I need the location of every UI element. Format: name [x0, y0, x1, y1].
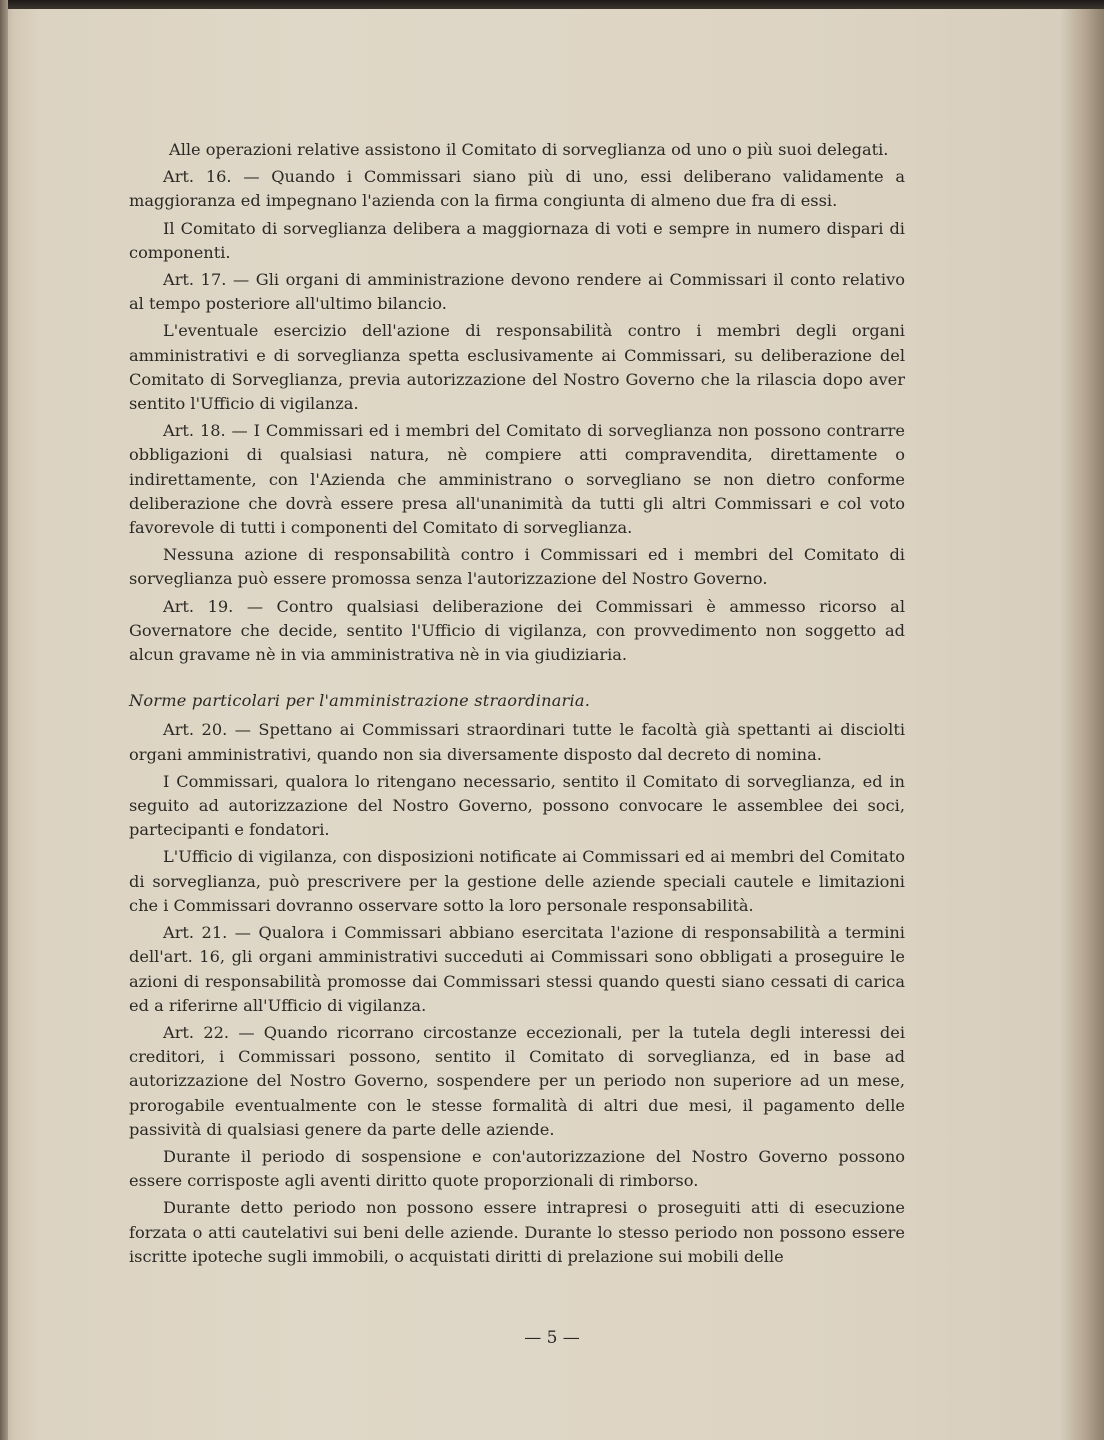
paragraph: Durante detto periodo non possono essere intrapresi o proseguiti atti di esecuzione forzata o atti cautelativi sui beni delle aziende. Durante lo stesso periodo non possono essere iscritte ipoteche sugli immobili, o acquistati diritti di prelazione sui mobili delle — [129, 1198, 905, 1266]
paragraph-art-17: Art. 17. — Gli organi di amministrazione devono rendere ai Commissari il conto relativo al tempo posteriore all'ultimo bilancio. — [129, 270, 905, 314]
paragraph: Durante il periodo di sospensione e con'autorizzazione del Nostro Governo possono essere corrisposte agli aventi diritto quote proporzionali di rimborso. — [129, 1146, 905, 1191]
page-top-edge — [0, 0, 1104, 9]
page-number: — 5 — — [524, 1328, 580, 1348]
paragraph-art-18: Art. 18. — I Commissari ed i membri del Comitato di sorveglianza non possono contrarre obbligazioni di qualsiasi natura, nè compiere atti compravendita, direttamente o indirettamente, con l'Azienda che amministrano o sorvegliano se non dietro conforme deliberazione che dovrà essere presa all'unanimità da tutti gli altri Commissari e col voto favorevole di tutti i componenti del Comitato di sorveglianza. — [129, 421, 905, 538]
paragraph: L'Ufficio di vigilanza, con disposizioni notificate ai Commissari ed ai membri del Comitato di sorveglianza, può prescrivere per la gestione delle aziende speciali cautele e limitazioni che i Commissari dovranno osservare sotto la loro personale responsabilità. — [129, 847, 905, 915]
paragraph-art-20: Art. 20. — Spettano ai Commissari straordinari tutte le facoltà già spettanti ai disciolti organi amministrativi, quando non sia diversamente disposto dal decreto di nomina. — [129, 720, 905, 764]
binding-spine — [0, 0, 8, 1440]
paragraph-art-22: Art. 22. — Quando ricorrano circostanze eccezionali, per la tutela degli interessi dei creditori, i Commissari possono, sentito il Comitato di sorveglianza, ed in base ad autorizzazione del Nostro Governo, sospendere per un periodo non superiore ad un mese, prorogabile eventualmente con le stesse formalità di altri due mesi, il pagamento delle passività di qualsiasi genere da parte delle aziende. — [129, 1022, 905, 1139]
paragraph-art-21: Art. 21. — Qualora i Commissari abbiano esercitata l'azione di responsabilità a termini dell'art. 16, gli organi amministrativi succeduti ai Commissari sono obbligati a proseguire le azioni di responsabilità promosse dai Commissari stessi quando questi siano cessati di carica ed a riferirne all'Ufficio di vigilanza. — [129, 923, 905, 1015]
paragraph: I Commissari, qualora lo ritengano necessario, sentito il Comitato di sorveglianza, ed in seguito ad autorizzazione del Nostro Governo, possono convocare le assemblee dei soci, partecipanti e fondatori. — [129, 771, 905, 840]
paragraph-art-16: Art. 16. — Quando i Commissari siano più di uno, essi deliberano validamente a maggioranza ed impegnano l'azienda con la firma congiunta di almeno due fra di essi. — [129, 167, 905, 211]
paragraph-art-19: Art. 19. — Contro qualsiasi deliberazione dei Commissari è ammesso ricorso al Governatore che decide, sentito l'Ufficio di vigilanza, con provvedimento non soggetto ad alcun gravame nè in via amministrativa nè in via giudiziaria. — [129, 596, 905, 665]
section-heading: Norme particolari per l'amministrazione straordinaria. — [129, 691, 591, 711]
paragraph: Il Comitato di sorveglianza delibera a maggiornaza di voti e sempre in numero dispari di componenti. — [129, 218, 905, 262]
paragraph: Alle operazioni relative assistono il Comitato di sorveglianza od uno o più suoi delegati. — [169, 140, 889, 159]
paragraph: L'eventuale esercizio dell'azione di responsabilità contro i membri degli organi amministrativi e di sorveglianza spetta esclusivamente ai Commissari, su deliberazione del Comitato di Sorveglianza, previa autorizzazione del Nostro Governo che la rilascia dopo aver sentito l'Ufficio di vigilanza. — [129, 321, 905, 414]
body-text — [129, 138, 905, 1272]
paragraph: Nessuna azione di responsabilità contro i Commissari ed i membri del Comitato di sorveglianza può essere promossa senza l'autorizzazione del Nostro Governo. — [129, 545, 905, 589]
